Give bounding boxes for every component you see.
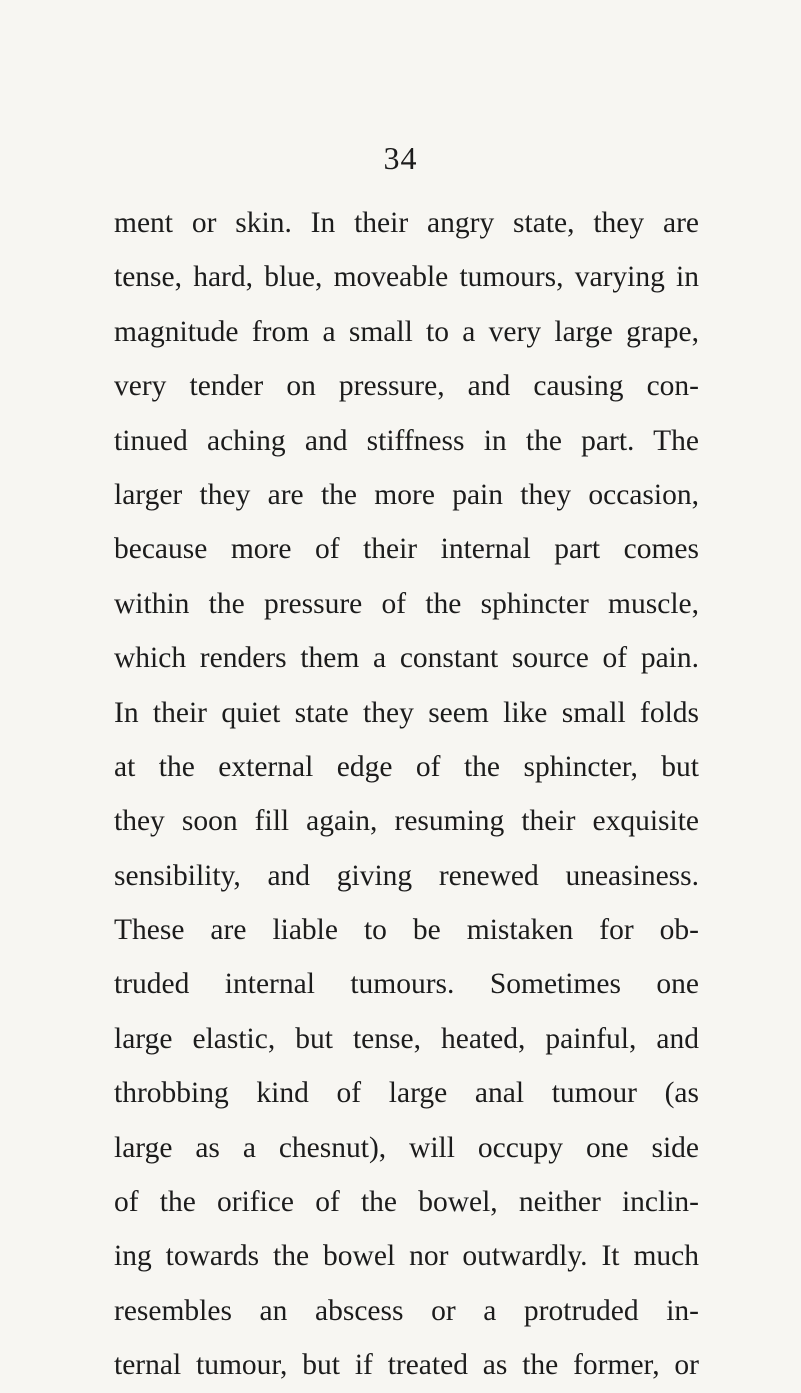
text-line: which renders them a constant source of pain. — [114, 642, 699, 675]
text-line: tense, hard, blue, moveable tumours, varying in — [114, 261, 699, 294]
body-text — [114, 196, 699, 1393]
text-line: sensibility, and giving renewed uneasiness. — [114, 859, 699, 892]
text-line: because more of their internal part comes — [114, 533, 699, 566]
page-number: 34 — [383, 140, 418, 176]
text-line: very tender on pressure, and causing con- — [114, 370, 699, 403]
text-line: large elastic, but tense, heated, painful, and — [114, 1022, 699, 1055]
text-line: large as a chesnut), will occupy one side — [114, 1131, 699, 1164]
text-line: ment or skin. In their angry state, they are — [114, 207, 699, 239]
text-line: truded internal tumours. Sometimes one — [114, 968, 699, 1001]
text-line: ing towards the bowel nor outwardly. It much — [114, 1240, 699, 1273]
text-line: tinued aching and stiffness in the part. The — [114, 424, 699, 457]
text-line: throbbing kind of large anal tumour (as — [114, 1077, 699, 1110]
text-line: These are liable to be mistaken for ob- — [114, 914, 699, 947]
text-line: larger they are the more pain they occasion, — [114, 478, 699, 511]
text-line: magnitude from a small to a very large grape, — [114, 315, 699, 348]
text-line: of the orifice of the bowel, neither inclin- — [114, 1186, 699, 1219]
text-line: within the pressure of the sphincter muscle, — [114, 587, 699, 620]
text-line: ternal tumour, but if treated as the former, or — [114, 1349, 699, 1382]
text-line: at the external edge of the sphincter, but — [114, 750, 699, 783]
text-line: resembles an abscess or a protruded in- — [114, 1294, 699, 1327]
text-line: In their quiet state they seem like small folds — [114, 696, 699, 729]
text-line: they soon fill again, resuming their exquisite — [114, 805, 699, 838]
